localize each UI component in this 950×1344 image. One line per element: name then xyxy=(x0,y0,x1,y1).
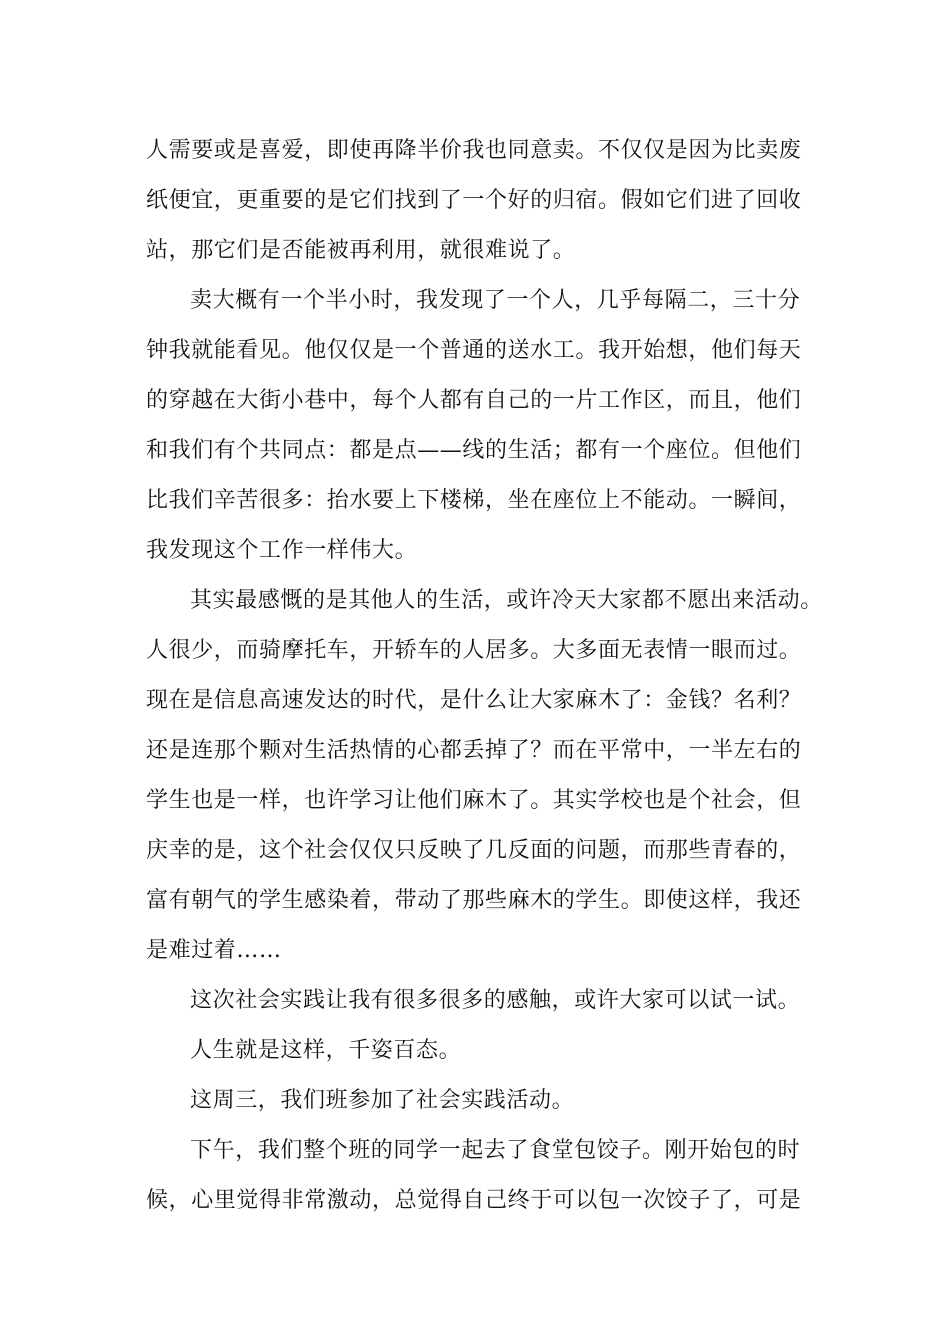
text-line: 学生也是一样，也许学习让他们麻木了。其实学校也是个社会，但 xyxy=(146,788,802,813)
paragraph-first-line: 下午，我们整个班的同学一起去了食堂包饺子。刚开始包的时 xyxy=(190,1138,801,1163)
text-line: 庆幸的是，这个社会仅仅只反映了几反面的问题，而那些青春的， xyxy=(146,838,802,863)
paragraph-first-line: 人生就是这样，千姿百态。 xyxy=(190,1038,462,1063)
text-line: 人需要或是喜爱，即使再降半价我也同意卖。不仅仅是因为比卖废 xyxy=(146,138,802,163)
paragraph-first-line: 卖大概有一个半小时，我发现了一个人，几乎每隔二，三十分 xyxy=(190,288,801,313)
paragraph-first-line: 这次社会实践让我有很多很多的感触，或许大家可以试一试。 xyxy=(190,988,801,1013)
text-line: 富有朝气的学生感染着，带动了那些麻木的学生。即使这样，我还 xyxy=(146,888,802,913)
paragraph-first-line: 这周三，我们班参加了社会实践活动。 xyxy=(190,1088,575,1113)
text-line: 人很少，而骑摩托车，开轿车的人居多。大多面无表情一眼而过。 xyxy=(146,638,802,663)
text-line: 比我们辛苦很多：抬水要上下楼梯，坐在座位上不能动。一瞬间， xyxy=(146,488,802,513)
text-line: 纸便宜，更重要的是它们找到了一个好的归宿。假如它们进了回收 xyxy=(146,188,802,213)
text-line: 还是连那个颗对生活热情的心都丢掉了？而在平常中，一半左右的 xyxy=(146,738,802,763)
text-line: 钟我就能看见。他仅仅是一个普通的送水工。我开始想，他们每天 xyxy=(146,338,802,363)
text-line: 现在是信息高速发达的时代，是什么让大家麻木了：金钱？名利？ xyxy=(146,688,802,713)
text-line: 的穿越在大街小巷中，每个人都有自己的一片工作区，而且，他们 xyxy=(146,388,802,413)
text-line: 和我们有个共同点：都是点——线的生活；都有一个座位。但他们 xyxy=(146,438,802,463)
text-line: 是难过着…… xyxy=(146,938,282,963)
paragraph-first-line: 其实最感慨的是其他人的生活，或许冷天大家都不愿出来活动。 xyxy=(190,588,823,613)
text-line: 我发现这个工作一样伟大。 xyxy=(146,538,418,563)
text-line: 站，那它们是否能被再利用，就很难说了。 xyxy=(146,238,576,263)
text-line: 候，心里觉得非常激动，总觉得自己终于可以包一次饺子了，可是 xyxy=(146,1188,802,1213)
